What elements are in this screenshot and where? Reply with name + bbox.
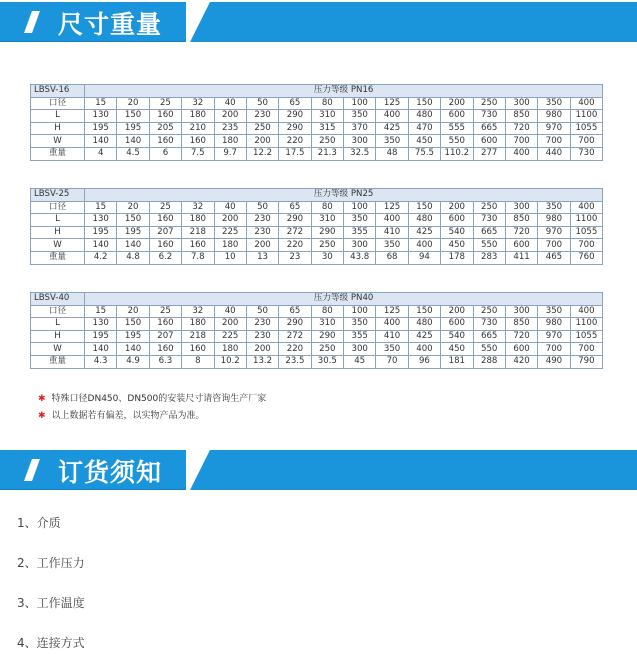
table-cell: 400 [570, 201, 603, 214]
table-cell: 400 [570, 305, 603, 318]
table-cell: 225 [214, 330, 246, 343]
row-label: 口径 [31, 97, 85, 110]
table-cell: 100 [344, 305, 376, 318]
table-cell: 20 [117, 305, 149, 318]
table-cell: 195 [85, 122, 117, 135]
table-cell: 230 [246, 318, 278, 331]
row-label: H [31, 122, 85, 135]
table-cell: 350 [376, 135, 408, 148]
table-cell: 160 [149, 135, 181, 148]
table-cell: 15 [85, 97, 117, 110]
table-cell: 45 [344, 355, 376, 368]
note-item: ✱ 特殊口径DN450、DN500的安装尺寸请咨询生产厂家 [38, 394, 267, 404]
table-cell: 207 [149, 226, 181, 239]
table-cell: 1100 [570, 318, 603, 331]
table-cell: 550 [473, 239, 505, 252]
table-cell: 180 [214, 135, 246, 148]
table-cell: 350 [344, 318, 376, 331]
table-cell: 700 [570, 343, 603, 356]
table-cell: 195 [85, 226, 117, 239]
table-cell: 540 [441, 226, 473, 239]
table-cell: 300 [344, 135, 376, 148]
row-label: 口径 [31, 305, 85, 318]
table-cell: 225 [214, 226, 246, 239]
order-item: 2、工作压力 [17, 556, 85, 570]
spec-table-pn25 [30, 188, 603, 265]
table-cell: 65 [279, 305, 311, 318]
table-cell: 350 [376, 343, 408, 356]
table-cell: 350 [538, 97, 570, 110]
row-label: L [31, 318, 85, 331]
table-cell: 288 [473, 355, 505, 368]
table-cell: 6.2 [149, 251, 181, 264]
table-cell: 980 [538, 214, 570, 227]
table-cell: 760 [570, 251, 603, 264]
table-cell: 1055 [570, 226, 603, 239]
table-cell: 250 [473, 201, 505, 214]
table-row [31, 318, 603, 331]
table-row [31, 239, 603, 252]
table-cell: 600 [441, 214, 473, 227]
table-cell: 970 [538, 330, 570, 343]
asterisk-icon: ✱ [38, 411, 46, 421]
table-cell: 700 [538, 343, 570, 356]
table-cell: 32.5 [344, 147, 376, 160]
table-cell: 400 [570, 97, 603, 110]
table-cell: 80 [311, 305, 343, 318]
table-cell: 150 [117, 318, 149, 331]
table-cell: 425 [408, 226, 440, 239]
table-cell: 75.5 [408, 147, 440, 160]
row-label: L [31, 214, 85, 227]
order-item: 4、连接方式 [17, 636, 85, 650]
table-cell: 100 [344, 201, 376, 214]
table-cell: 250 [311, 239, 343, 252]
table-cell: 720 [505, 330, 537, 343]
table-cell: 720 [505, 122, 537, 135]
table-cell: 40 [214, 201, 246, 214]
table-cell: 43.8 [344, 251, 376, 264]
table-cell: 4.2 [85, 251, 117, 264]
table-cell: 290 [311, 330, 343, 343]
table-cell: 315 [311, 122, 343, 135]
row-label: H [31, 226, 85, 239]
table-cell: 970 [538, 226, 570, 239]
table-cell: 600 [441, 110, 473, 123]
table-cell: 100 [344, 97, 376, 110]
table-cell: 160 [149, 318, 181, 331]
table-cell: 440 [538, 147, 570, 160]
table-cell: 17.5 [279, 147, 311, 160]
table-cell: 250 [473, 97, 505, 110]
table-cell: 290 [279, 318, 311, 331]
table-cell: 130 [85, 214, 117, 227]
table-cell: 25 [149, 305, 181, 318]
table-cell: 50 [246, 305, 278, 318]
table-cell: 200 [246, 239, 278, 252]
table-cell: 700 [570, 135, 603, 148]
table-cell: 310 [311, 214, 343, 227]
spec-table-pn40 [30, 292, 603, 369]
table-cell: 970 [538, 122, 570, 135]
table-cell: 180 [182, 214, 214, 227]
table-cell: 600 [441, 318, 473, 331]
table-cell: 210 [182, 122, 214, 135]
table-cell: 410 [376, 330, 408, 343]
table-cell: 15 [85, 305, 117, 318]
table-cell: 178 [441, 251, 473, 264]
table-cell: 350 [344, 110, 376, 123]
table-cell: 150 [117, 110, 149, 123]
table-cell: 730 [473, 214, 505, 227]
table-cell: 125 [376, 201, 408, 214]
table-cell: 12.2 [246, 147, 278, 160]
table-cell: 600 [505, 239, 537, 252]
table-cell: 150 [408, 97, 440, 110]
table-cell: 160 [182, 239, 214, 252]
table-row [31, 201, 603, 214]
table-cell: 160 [149, 343, 181, 356]
table-cell: 1100 [570, 110, 603, 123]
table-cell: 550 [441, 135, 473, 148]
table-cell: 180 [182, 110, 214, 123]
table-cell: 310 [311, 318, 343, 331]
table-cell: 720 [505, 226, 537, 239]
table-cell: 48 [376, 147, 408, 160]
table-cell: 980 [538, 318, 570, 331]
table-cell: 200 [441, 201, 473, 214]
table-cell: 1100 [570, 214, 603, 227]
table-model: LBSV-25 [31, 189, 85, 202]
row-label: W [31, 343, 85, 356]
table-cell: 350 [538, 201, 570, 214]
section-title: 尺寸重量 [58, 5, 162, 41]
table-cell: 15 [85, 201, 117, 214]
table-cell: 160 [182, 343, 214, 356]
table-cell: 65 [279, 97, 311, 110]
table-cell: 730 [570, 147, 603, 160]
table-cell: 8 [182, 355, 214, 368]
table-cell: 110.2 [441, 147, 473, 160]
table-cell: 70 [376, 355, 408, 368]
table-cell: 425 [376, 122, 408, 135]
table-cell: 200 [214, 214, 246, 227]
table-cell: 50 [246, 97, 278, 110]
table-cell: 195 [117, 330, 149, 343]
table-cell: 370 [344, 122, 376, 135]
table-cell: 96 [408, 355, 440, 368]
table-cell: 540 [441, 330, 473, 343]
table-cell: 355 [344, 226, 376, 239]
section-banner-dimensions [0, 2, 637, 42]
table-cell: 410 [376, 226, 408, 239]
table-row [31, 97, 603, 110]
table-row [31, 330, 603, 343]
table-cell: 350 [538, 305, 570, 318]
table-cell: 180 [214, 343, 246, 356]
table-cell: 700 [505, 135, 537, 148]
table-cell: 400 [408, 343, 440, 356]
table-cell: 400 [376, 214, 408, 227]
table-cell: 4 [85, 147, 117, 160]
table-row [31, 214, 603, 227]
table-cell: 30.5 [311, 355, 343, 368]
spec-table-pn16 [30, 84, 603, 161]
table-cell: 600 [473, 135, 505, 148]
table-cell: 230 [246, 226, 278, 239]
table-cell: 150 [408, 201, 440, 214]
table-cell: 250 [311, 343, 343, 356]
table-model: LBSV-16 [31, 85, 85, 98]
table-pressure-grade: 压力等级 PN16 [85, 85, 603, 98]
table-cell: 6.3 [149, 355, 181, 368]
table-row [31, 147, 603, 160]
table-cell: 20 [117, 201, 149, 214]
table-cell: 10 [214, 251, 246, 264]
table-cell: 283 [473, 251, 505, 264]
row-label: W [31, 135, 85, 148]
table-cell: 13.2 [246, 355, 278, 368]
table-cell: 25 [149, 97, 181, 110]
table-cell: 200 [441, 305, 473, 318]
table-cell: 480 [408, 318, 440, 331]
table-cell: 220 [279, 343, 311, 356]
table-cell: 32 [182, 305, 214, 318]
table-cell: 220 [279, 135, 311, 148]
table-cell: 310 [311, 110, 343, 123]
table-cell: 730 [473, 110, 505, 123]
table-cell: 207 [149, 330, 181, 343]
table-cell: 470 [408, 122, 440, 135]
table-cell: 700 [538, 239, 570, 252]
table-cell: 32 [182, 201, 214, 214]
table-cell: 450 [441, 239, 473, 252]
table-cell: 290 [311, 226, 343, 239]
table-cell: 1055 [570, 330, 603, 343]
table-cell: 20 [117, 97, 149, 110]
table-cell: 600 [505, 343, 537, 356]
table-cell: 272 [279, 330, 311, 343]
table-cell: 290 [279, 122, 311, 135]
table-cell: 140 [85, 343, 117, 356]
table-cell: 200 [441, 97, 473, 110]
table-cell: 30 [311, 251, 343, 264]
table-cell: 140 [117, 135, 149, 148]
table-row [31, 251, 603, 264]
table-cell: 200 [214, 110, 246, 123]
table-cell: 23 [279, 251, 311, 264]
table-row [31, 226, 603, 239]
table-cell: 9.7 [214, 147, 246, 160]
table-cell: 700 [570, 239, 603, 252]
table-cell: 140 [117, 343, 149, 356]
table-cell: 230 [246, 330, 278, 343]
table-cell: 4.5 [117, 147, 149, 160]
section-banner-ordering [0, 450, 637, 490]
table-cell: 40 [214, 97, 246, 110]
table-cell: 160 [182, 135, 214, 148]
table-row [31, 343, 603, 356]
asterisk-icon: ✱ [38, 394, 46, 404]
table-cell: 350 [376, 239, 408, 252]
table-cell: 130 [85, 110, 117, 123]
table-cell: 195 [85, 330, 117, 343]
table-cell: 195 [117, 226, 149, 239]
row-label: L [31, 110, 85, 123]
table-cell: 50 [246, 201, 278, 214]
table-cell: 160 [149, 239, 181, 252]
table-cell: 65 [279, 201, 311, 214]
table-cell: 21.3 [311, 147, 343, 160]
table-cell: 480 [408, 214, 440, 227]
table-cell: 230 [246, 110, 278, 123]
table-cell: 400 [376, 110, 408, 123]
table-cell: 250 [246, 122, 278, 135]
table-cell: 665 [473, 226, 505, 239]
table-cell: 790 [570, 355, 603, 368]
table-cell: 550 [473, 343, 505, 356]
table-cell: 205 [149, 122, 181, 135]
table-cell: 220 [279, 239, 311, 252]
table-cell: 400 [408, 239, 440, 252]
table-model: LBSV-40 [31, 293, 85, 306]
table-row [31, 122, 603, 135]
table-cell: 850 [505, 214, 537, 227]
table-cell: 465 [538, 251, 570, 264]
table-row [31, 355, 603, 368]
table-cell: 300 [344, 343, 376, 356]
table-cell: 700 [538, 135, 570, 148]
order-item: 3、工作温度 [17, 596, 85, 610]
table-cell: 411 [505, 251, 537, 264]
table-cell: 25 [149, 201, 181, 214]
row-label: W [31, 239, 85, 252]
table-cell: 4.8 [117, 251, 149, 264]
table-cell: 235 [214, 122, 246, 135]
table-cell: 730 [473, 318, 505, 331]
table-cell: 230 [246, 214, 278, 227]
table-cell: 272 [279, 226, 311, 239]
notes [38, 391, 266, 425]
table-cell: 300 [505, 201, 537, 214]
table-cell: 200 [246, 135, 278, 148]
table-cell: 125 [376, 305, 408, 318]
table-cell: 555 [441, 122, 473, 135]
table-cell: 665 [473, 330, 505, 343]
table-cell: 40 [214, 305, 246, 318]
table-cell: 980 [538, 110, 570, 123]
table-cell: 218 [182, 226, 214, 239]
table-cell: 400 [505, 147, 537, 160]
table-cell: 94 [408, 251, 440, 264]
table-cell: 300 [505, 97, 537, 110]
table-cell: 300 [344, 239, 376, 252]
table-cell: 13 [246, 251, 278, 264]
table-cell: 80 [311, 201, 343, 214]
table-cell: 218 [182, 330, 214, 343]
table-cell: 125 [376, 97, 408, 110]
table-cell: 140 [117, 239, 149, 252]
table-cell: 250 [311, 135, 343, 148]
table-cell: 665 [473, 122, 505, 135]
table-cell: 80 [311, 97, 343, 110]
table-cell: 490 [538, 355, 570, 368]
table-cell: 7.5 [182, 147, 214, 160]
table-cell: 450 [441, 343, 473, 356]
table-cell: 181 [441, 355, 473, 368]
table-cell: 195 [117, 122, 149, 135]
table-cell: 300 [505, 305, 537, 318]
table-cell: 160 [149, 110, 181, 123]
table-cell: 140 [85, 239, 117, 252]
table-cell: 425 [408, 330, 440, 343]
row-label: 重量 [31, 147, 85, 160]
table-row [31, 110, 603, 123]
table-row [31, 135, 603, 148]
table-cell: 200 [214, 318, 246, 331]
table-cell: 23.5 [279, 355, 311, 368]
table-cell: 4.3 [85, 355, 117, 368]
table-cell: 160 [149, 214, 181, 227]
row-label: 重量 [31, 355, 85, 368]
table-row [31, 305, 603, 318]
table-cell: 130 [85, 318, 117, 331]
table-pressure-grade: 压力等级 PN25 [85, 189, 603, 202]
table-cell: 850 [505, 318, 537, 331]
section-title: 订货须知 [58, 453, 162, 489]
note-item: ✱ 以上数据若有偏差，以实物产品为准。 [38, 411, 205, 421]
table-cell: 350 [344, 214, 376, 227]
table-cell: 140 [85, 135, 117, 148]
table-cell: 150 [117, 214, 149, 227]
table-cell: 10.2 [214, 355, 246, 368]
order-item: 1、介质 [17, 516, 61, 530]
table-cell: 277 [473, 147, 505, 160]
table-cell: 420 [505, 355, 537, 368]
table-pressure-grade: 压力等级 PN40 [85, 293, 603, 306]
table-cell: 7.8 [182, 251, 214, 264]
table-cell: 850 [505, 110, 537, 123]
row-label: 口径 [31, 201, 85, 214]
table-cell: 180 [214, 239, 246, 252]
table-cell: 355 [344, 330, 376, 343]
table-cell: 250 [473, 305, 505, 318]
table-cell: 4.9 [117, 355, 149, 368]
table-cell: 180 [182, 318, 214, 331]
table-cell: 1055 [570, 122, 603, 135]
table-cell: 400 [376, 318, 408, 331]
row-label: 重量 [31, 251, 85, 264]
table-cell: 32 [182, 97, 214, 110]
table-cell: 6 [149, 147, 181, 160]
table-cell: 290 [279, 214, 311, 227]
table-cell: 290 [279, 110, 311, 123]
table-cell: 200 [246, 343, 278, 356]
row-label: H [31, 330, 85, 343]
table-cell: 450 [408, 135, 440, 148]
table-cell: 68 [376, 251, 408, 264]
table-cell: 150 [408, 305, 440, 318]
table-cell: 480 [408, 110, 440, 123]
